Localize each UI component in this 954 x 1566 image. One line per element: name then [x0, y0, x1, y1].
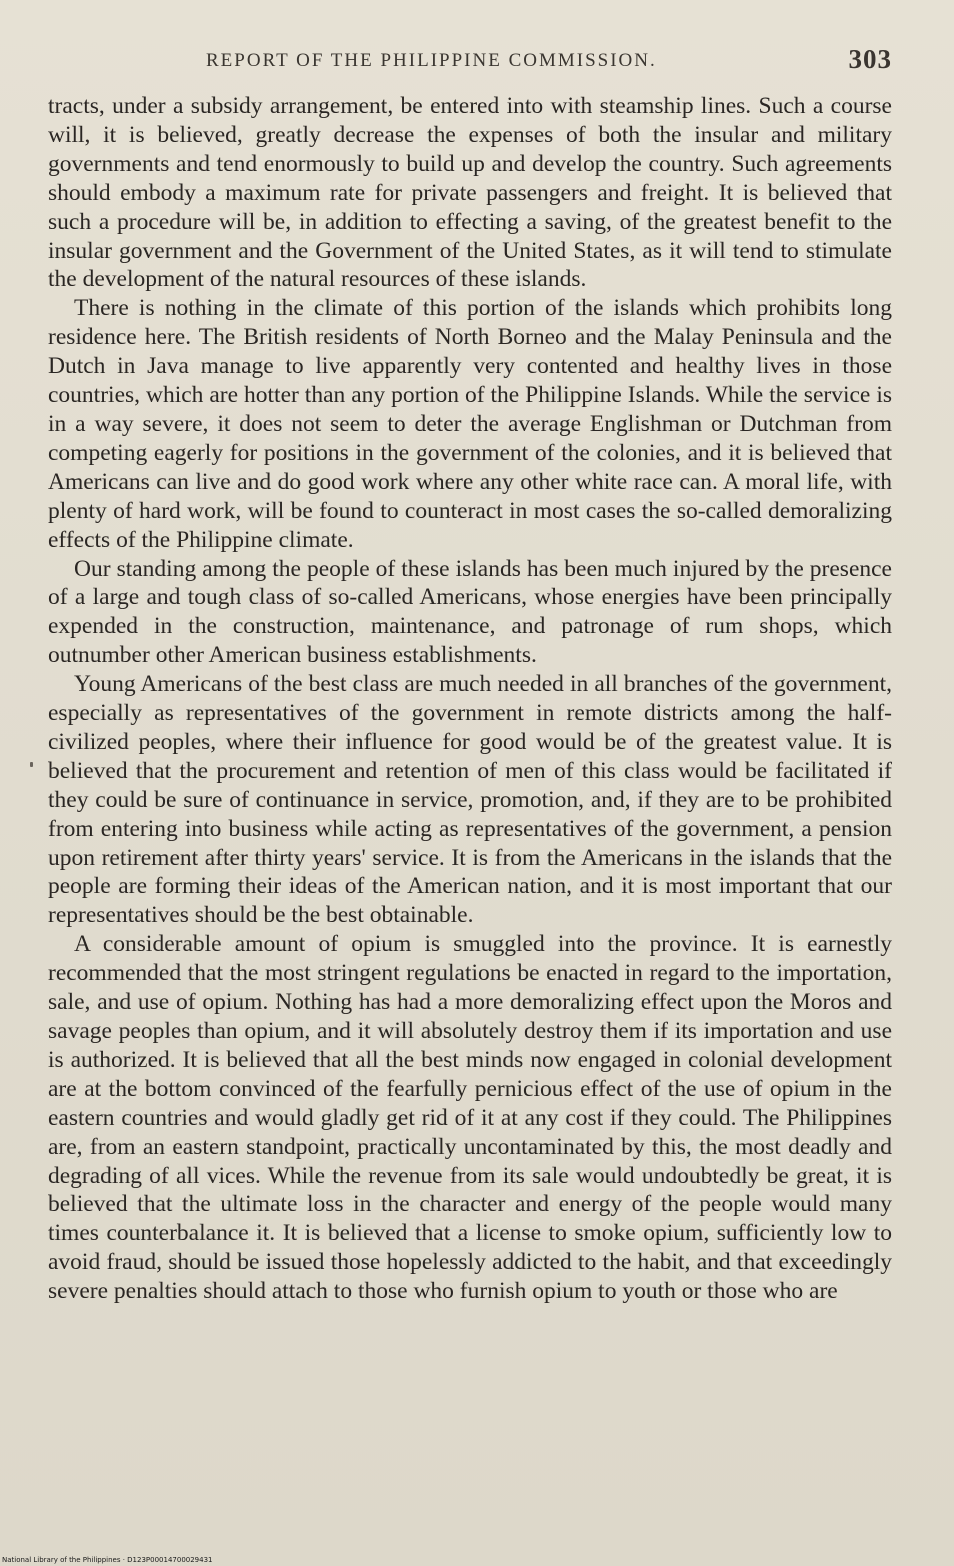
running-head: REPORT OF THE PHILIPPINE COMMISSION.: [206, 50, 657, 71]
page-header: [52, 40, 892, 80]
margin-mark: [30, 762, 33, 767]
body-text: [48, 92, 892, 1306]
paragraph-4: Young Americans of the best class are much needed in all branches of the government, especially as representatives of the government in remote districts among the half-civilized peoples, where their influence for good would be of the greatest value. It is believed that the procurement and retention of men of this class would be facilitated if they could be sure of continuance in service, promotion, and, if they are to be prohibited from entering into business while acting as representatives of the government, a pension upon retirement after thirty years' service. It is from the Americans in the islands that the people are forming their ideas of the American nation, and it is most important that our representatives should be the best obtainable.: [48, 671, 892, 929]
paragraph-5: A considerable amount of opium is smuggled into the province. It is earnestly recommended that the most stringent regulations be enacted in regard to the importation, sale, and use of opium. Nothing has had a more demoralizing effect upon the Moros and savage peoples than opium, and it will absolutely destroy them if its importation and use is authorized. It is believed that all the best minds now engaged in colonial development are at the bottom convinced of the fearfully pernicious effect of the use of opium in the eastern countries and would gladly get rid of it at any cost if they could. The Philippines are, from an eastern standpoint, practically uncontaminated by this, the most deadly and degrading of all vices. While the revenue from its sale would undoubtedly be great, it is believed that the ultimate loss in the character and energy of the people would many times counterbalance it. It is believed that a license to smoke opium, sufficiently low to avoid fraud, should be issued those hopelessly addicted to the habit, and that exceedingly severe penalties should attach to those who furnish opium to youth or those who are: [48, 931, 892, 1305]
page-number: 303: [848, 44, 892, 74]
library-stamp: National Library of the Philippines · D123P00014700029431: [2, 1556, 213, 1564]
paragraph-3: Our standing among the people of these islands has been much injured by the presence of a large and tough class of so-called Americans, whose energies have been principally expended in the construction, maintenance, and patronage of rum shops, which outnumber other American business establishments.: [48, 555, 892, 669]
paragraph-2: There is nothing in the climate of this portion of the islands which prohibits long residence here. The British residents of North Borneo and the Malay Peninsula and the Dutch in Java manage to live apparently very contented and healthy lives in those countries, which are hotter than any portion of the Philippine Islands. While the service is in a way severe, it does not seem to deter the average Englishman or Dutchman from competing eagerly for positions in the government of the colonies, and it is believed that Americans can live and do good work where any other white race can. A moral life, with plenty of hard work, will be found to counteract in most cases the so-called demoralizing effects of the Philippine climate.: [48, 295, 892, 553]
paragraph-1: tracts, under a subsidy arrangement, be entered into with steamship lines. Such a course will, it is believed, greatly decrease the expenses of both the insular and military governments and tend enormously to build up and develop the country. Such agreements should embody a maximum rate for private passengers and freight. It is believed that such a procedure will be, in addition to effecting a saving, of the greatest benefit to the insular government and the Government of the United States, as it will tend to stimulate the development of the natural resources of these islands.: [48, 93, 892, 293]
